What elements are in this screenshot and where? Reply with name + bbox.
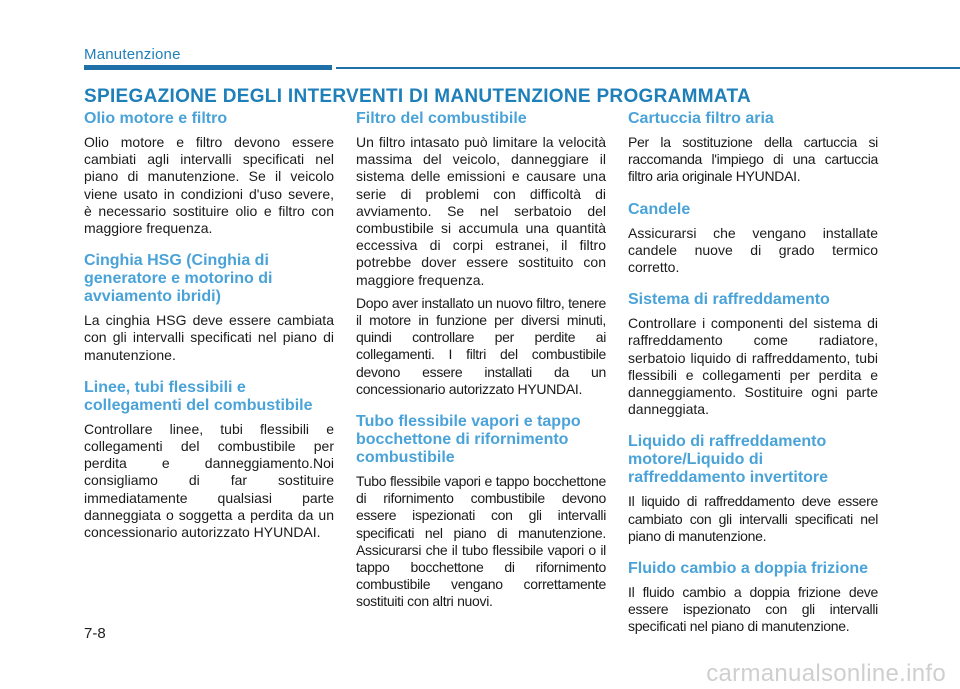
section-label: Manutenzione (84, 46, 181, 63)
text-olio-motore: Olio motore e filtro devono essere cambiati agli intervalli specificati nel piano di manutenzione. Se il veicolo viene usato in condizioni d'uso severe, è necessario sostituire olio e filtro con maggiore frequenza. (84, 134, 334, 237)
text-liquido-raffreddamento: Il liquido di raffreddamento deve essere cambiato con gli intervalli specificati nel piano di manutenzione. (628, 493, 878, 544)
heading-olio-motore: Olio motore e filtro (84, 110, 228, 127)
text-fluido-cambio: Il fluido cambio a doppia frizione deve essere ispezionato con gli intervalli specificati nel piano di manutenzione. (628, 584, 878, 635)
heading-cinghia-hsg: Cinghia HSG (Cinghia di generatore e motorino di avviamento ibridi) (84, 252, 273, 306)
text-filtro-combustibile-2: Dopo aver installato un nuovo filtro, tenere il motore in funzione per diversi minuti, quindi controllare per perdite ai collegamenti. I filtri del combustibile devono essere installati da un concessionario autorizzato HYUNDAI. (356, 294, 606, 397)
heading-tubo-vapori: Tubo flessibile vapori e tappo bocchettone di rifornimento combustibile (356, 413, 581, 467)
heading-candele: Candele (628, 200, 691, 218)
heading-sistema-raffreddamento: Sistema di raffreddamento (628, 291, 830, 309)
column-2 (356, 110, 606, 626)
heading-cartuccia-filtro: Cartuccia filtro aria (628, 110, 774, 127)
page-title: SPIEGAZIONE DEGLI INTERVENTI DI MANUTENZIONE PROGRAMMATA (84, 86, 752, 107)
header-rule-thick (84, 65, 332, 70)
heading-fluido-cambio: Fluido cambio a doppia frizione (628, 560, 869, 578)
text-sistema-raffreddamento: Controllare i componenti del sistema di raffreddamento come radiatore, serbatoio liquido di raffreddamento, tubi flessibili e collegamenti per perdita e danneggiamento. Sostituire ogni parte danneggiata. (628, 315, 878, 418)
text-filtro-combustibile: Un filtro intasato può limitare la velocità massima del veicolo, danneggiare il sistema delle emissioni e causare una serie di problemi con difficoltà di avviamento. Se nel serbatoio del combustibile si accumula una quantità eccessiva di corpi estranei, il filtro potrebbe dover essere sostituito con maggiore frequenza. (356, 134, 606, 288)
text-cartuccia-filtro: Per la sostituzione della cartuccia si raccomanda l'impiego di una cartuccia filtro aria originale HYUNDAI. (628, 134, 878, 185)
heading-filtro-combustibile: Filtro del combustibile (356, 110, 527, 127)
watermark: carmanualsonline.info (706, 660, 946, 687)
text-candele: Assicurarsi che vengano installate candele nuove di grado termico corretto. (628, 224, 878, 276)
page-number: 7-8 (84, 625, 106, 642)
text-linee-tubi: Controllare linee, tubi flessibili e collegamenti del combustibile per perdita e danneggiamento.Noi consigliamo di far sostituire immediatamente qualsiasi parte danneggiata o soggetta a perdita da un concessionario autorizzato HYUNDAI. (84, 420, 334, 541)
heading-liquido-raffreddamento: Liquido di raffreddamento motore/Liquido di raffreddamento invertitore (628, 433, 829, 487)
heading-linee-tubi: Linee, tubi flessibili e collegamenti del combustibile (84, 378, 313, 414)
header-rule-thin (336, 67, 960, 69)
text-cinghia-hsg: La cinghia HSG deve essere cambiata con gli intervalli specificati nel piano di manutenzione. (84, 312, 334, 363)
column-3 (628, 110, 878, 651)
text-tubo-vapori: Tubo flessibile vapori e tappo bocchettone di rifornimento combustibile devono essere ispezionati con gli intervalli specificati nel piano di manutenzione. Assicurarsi che il tubo flessibile vapori o il tappo bocchettone di rifornimento combustibile vengano correttamente sostituiti con altri nuovi. (356, 473, 606, 610)
column-1 (84, 110, 334, 556)
